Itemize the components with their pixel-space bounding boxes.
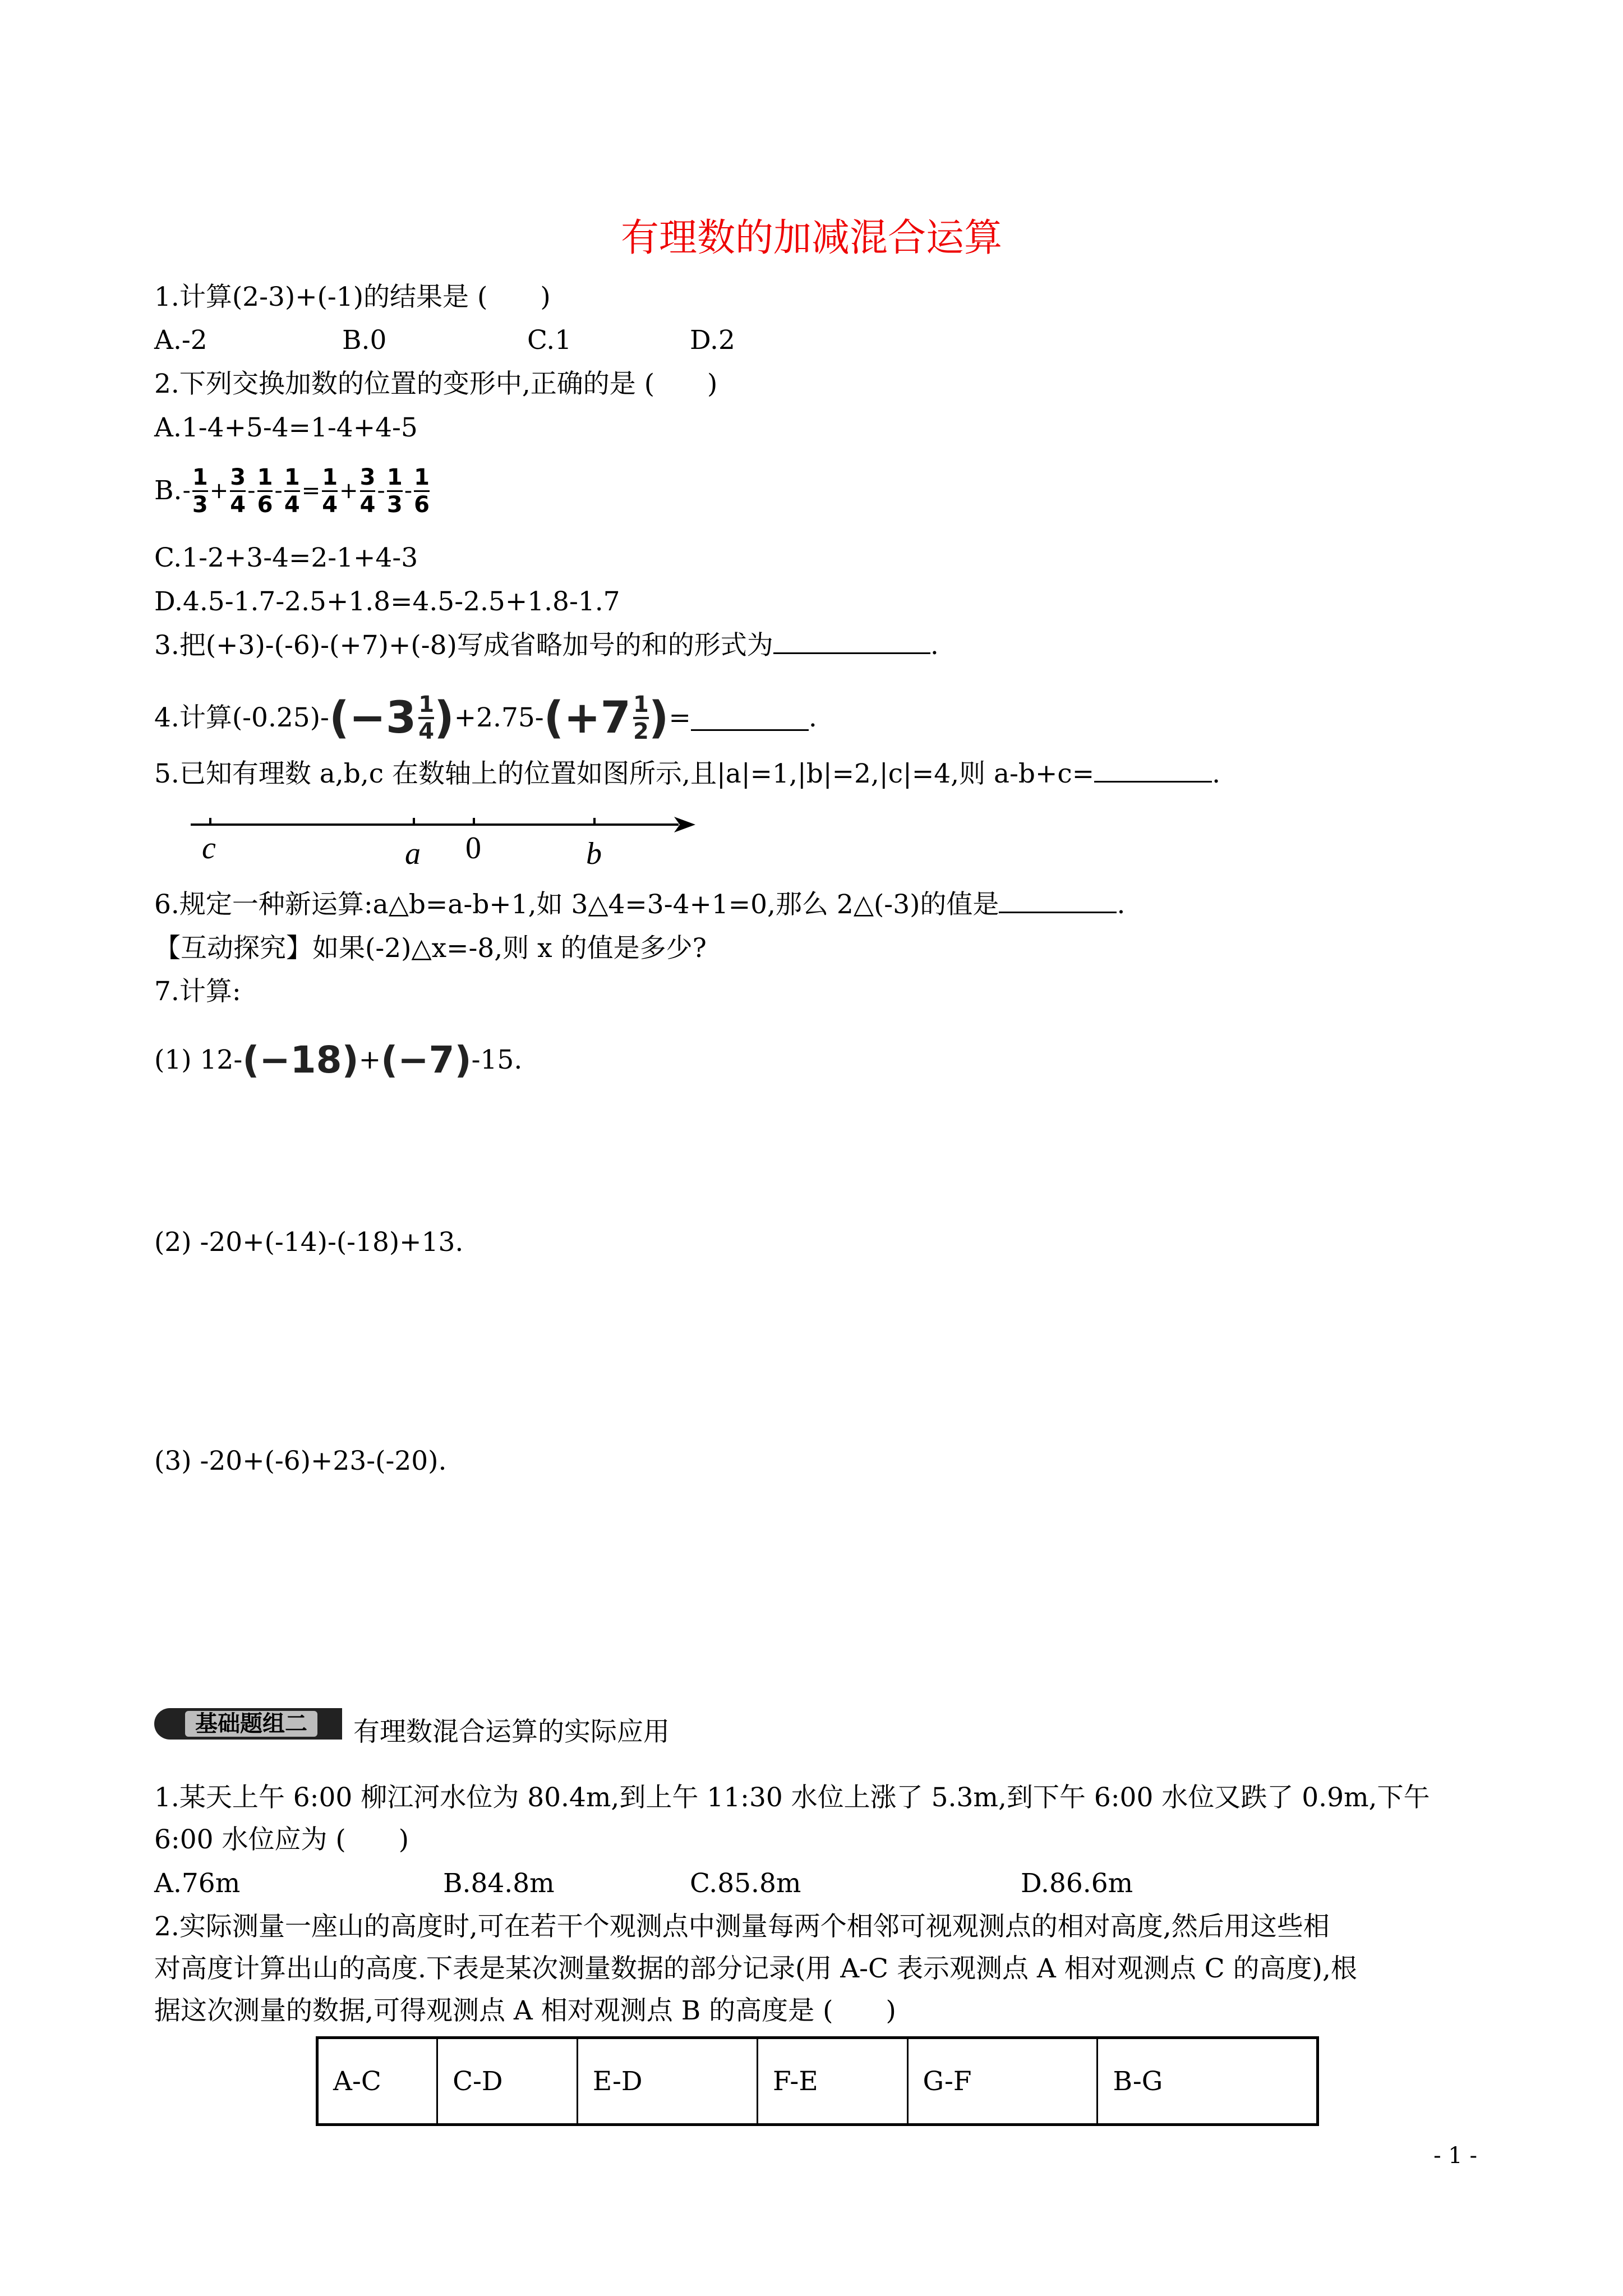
fraction: 1 4 [284,464,300,518]
label-a: a [405,836,421,871]
s2q1-line-1: 1.某天上午 6:00 柳江河水位为 80.4m,到上午 11:30 水位上涨了 5.3m,到下午 6:00 水位又跌了 0.9m,下午 [154,1782,1430,1813]
table-row [317,2038,1318,2125]
q1-stem: 1.计算(2-3)+(-1)的结果是 ( ) [154,282,551,312]
q7-p1-expr-2: (−7) [381,1038,472,1082]
q2-option-b [154,454,431,527]
section-badge: 基础题组二 [185,1711,317,1737]
section-heading: 有理数混合运算的实际应用 [353,1717,670,1747]
page-title: 有理数的加减混合运算 [620,216,1002,260]
q3-line [154,629,939,662]
table-cell: F-E [757,2038,907,2125]
s2q1-line-2: 6:00 水位应为 ( ) [154,1824,409,1855]
fraction-operator: = [301,478,321,504]
q4-end: . [808,702,817,733]
fraction-operator: - [274,478,283,504]
s2q2-line-3: 据这次测量的数据,可得观测点 A 相对观测点 B 的高度是 ( ) [154,1995,896,2026]
label-c: c [202,831,216,866]
q3-text: 3.把(+3)-(-6)-(+7)+(-8)写成省略加号的和的形式为 [154,630,773,661]
q5-line [154,757,1220,791]
q2-option-b-prefix: B. [154,475,182,506]
q3-answer-blank[interactable] [773,629,930,654]
q5-answer-blank[interactable] [1094,757,1212,783]
q4-text-3: = [668,702,691,733]
q7-part-2: (2) -20+(-14)-(-18)+13. [154,1227,464,1258]
q7-p1-prefix: (1) 12- [154,1045,243,1075]
q2-option-d: D.4.5-1.7-2.5+1.8=4.5-2.5+1.8-1.7 [154,586,620,617]
fraction: 1 3 [386,464,403,518]
q7-p1-mid: + [358,1045,381,1075]
q4-mixed-number-1: ( −3 1 4 ) [329,692,454,744]
fraction: 1 6 [414,464,430,518]
q6-end: . [1117,889,1126,920]
label-zero: 0 [465,831,481,866]
s2q2-line-1: 2.实际测量一座山的高度时,可在若干个观测点中测量每两个相邻可视观测点的相对高度,然后用这些相 [154,1911,1330,1942]
fraction: 3 4 [359,464,376,518]
q2-option-c: C.1-2+3-4=2-1+4-3 [154,542,418,573]
q6-text: 6.规定一种新运算:a△b=a-b+1,如 3△4=3-4+1=0,那么 2△(-3)的值是 [154,889,999,920]
fraction: 3 4 [230,464,246,518]
q1-option-b: B.0 [342,325,387,356]
q4-answer-blank[interactable] [691,706,809,731]
q6-line [154,888,1125,922]
q2-option-a: A.1-4+5-4=1-4+4-5 [154,412,418,443]
table-cell: B-G [1098,2038,1318,2125]
fraction: 1 4 [322,464,338,518]
s2q1-option-b: B.84.8m [443,1868,555,1899]
q1-option-d: D.2 [690,325,735,356]
table-cell: A-C [317,2038,437,2125]
table-cell: C-D [437,2038,578,2125]
q4-text-1: 4.计算(-0.25)- [154,702,329,733]
fraction-operator: - [404,478,413,504]
q6-answer-blank[interactable] [999,888,1117,913]
q3-end: . [930,630,939,661]
q4-mixed-number-2: ( +7 1 2 ) [543,692,669,744]
q7-p1-expr-1: (−18) [242,1038,359,1082]
fraction-operator: + [209,478,229,504]
fraction-operator: - [182,478,191,504]
s2q1-option-a: A.76m [154,1868,241,1899]
page-number: - 1 - [1433,2143,1477,2169]
q4-line [154,687,817,749]
q5-end: . [1212,758,1221,789]
fraction-expression [182,464,430,518]
q7-p1-end: -15. [471,1045,523,1075]
q1-option-c: C.1 [527,325,572,356]
fraction: 1 3 [192,464,208,518]
s2q2-line-2: 对高度计算出山的高度.下表是某次测量数据的部分记录(用 A-C 表示观测点 A 相对观测点 C 的高度),根 [154,1953,1357,1984]
q4-text-2: +2.75- [454,702,544,733]
number-line [185,808,701,875]
q2-stem: 2.下列交换加数的位置的变形中,正确的是 ( ) [154,369,718,399]
table-cell: G-F [907,2038,1098,2125]
s2q1-option-c: C.85.8m [690,1868,801,1899]
table-cell: E-D [577,2038,757,2125]
q7-stem: 7.计算: [154,976,241,1007]
fraction-operator: - [247,478,256,504]
fraction-operator: + [339,478,358,504]
fraction-operator: - [377,478,385,504]
q1-option-a: A.-2 [154,325,208,356]
measurement-table [316,2036,1319,2126]
q7-part-3: (3) -20+(-6)+23-(-20). [154,1446,447,1476]
label-b: b [586,836,602,871]
q7-part-1 [154,1032,522,1088]
fraction: 1 6 [257,464,273,518]
s2q1-option-d: D.86.6m [1021,1868,1133,1899]
q5-text: 5.已知有理数 a,b,c 在数轴上的位置如图所示,且|a|=1,|b|=2,|c|=4,则 a-b+c= [154,758,1095,789]
q6-explore: 【互动探究】如果(-2)△x=-8,则 x 的值是多少? [154,933,707,964]
